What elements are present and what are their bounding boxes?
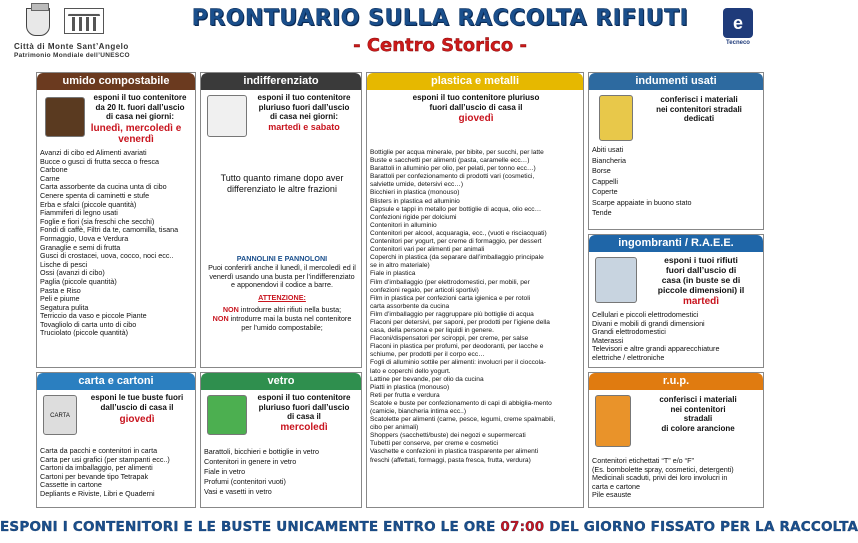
pannolini-title: PANNOLINI E PANNOLONI bbox=[236, 254, 328, 263]
list-item: Televisori e altre grandi apparecchiature bbox=[592, 344, 720, 354]
list-item: Carta per usi grafici (per stampanti ecc..) bbox=[40, 454, 170, 464]
list-item: Capsule e tappi in metallo per bottiglie di acqua, olio ecc… bbox=[370, 205, 542, 213]
list-item: Fiale in vetro bbox=[204, 467, 246, 476]
list-item: Cassette in cartone bbox=[40, 480, 102, 490]
paper-bag-icon: CARTA bbox=[43, 395, 77, 435]
plastica-title: plastica e metalli bbox=[367, 73, 583, 90]
list-item: Barattoli in alluminio per olio, per pelati, per tonno ecc…) bbox=[370, 165, 536, 173]
list-item: freschi (affettati, formaggi, pasta fresca, frutta, verdura) bbox=[370, 456, 531, 464]
carta-title: carta e cartoni bbox=[37, 373, 195, 390]
list-item: Film d’imballaggio (per elettrodomestici, per mobili, per bbox=[370, 278, 530, 286]
list-item: Gusci di crostacei, uova, cocco, noci ecc.. bbox=[40, 251, 174, 261]
list-item: (camicie, biancheria intima ecc..) bbox=[370, 408, 467, 415]
list-item: se in altro materiale) bbox=[370, 262, 430, 270]
indiff-title: indifferenziato bbox=[201, 73, 361, 90]
list-item: Carta assorbente da cucina unta di cibo bbox=[40, 182, 167, 192]
list-item: Contenitori vari per alimenti per animali bbox=[370, 246, 485, 254]
list-item: Vaschette e confezioni in plastica trasparente per alimenti bbox=[370, 448, 539, 456]
page-title: PRONTUARIO SULLA RACCOLTA RIFIUTI bbox=[191, 6, 689, 31]
rup-title: r.u.p. bbox=[589, 373, 763, 390]
indumenti-instructions: conferisci i materiali nei contenitori stradali dedicati bbox=[656, 95, 742, 123]
list-item: salviette umide, detersivi ecc…) bbox=[370, 181, 464, 189]
list-item: Carta da pacchi e contenitori in carta bbox=[40, 446, 158, 455]
section-umido bbox=[36, 72, 196, 368]
orange-container-icon bbox=[595, 395, 631, 447]
list-item: Medicinali scaduti, privi dei loro involucri in bbox=[592, 473, 728, 483]
list-item: Depliants e Riviste, Libri e Quaderni bbox=[40, 488, 155, 498]
list-item: Grandi elettrodomestici bbox=[592, 327, 666, 337]
list-item: Contenitori etichettati “T” e/o “F” bbox=[592, 456, 694, 465]
list-item: elettriche / elettroniche bbox=[592, 352, 665, 362]
list-item: Profumi (contenitori vuoti) bbox=[204, 477, 286, 486]
list-item: Avanzi di cibo ed Alimenti avariati bbox=[40, 148, 147, 157]
list-item: Coperte bbox=[592, 187, 618, 196]
vetro-list bbox=[204, 447, 360, 497]
plastica-list bbox=[370, 149, 582, 465]
list-item: Flaconi in plastica per profumi, per deodoranti, per lacche e bbox=[370, 343, 544, 351]
list-item: Fiammiferi di legno usati bbox=[40, 208, 118, 218]
umido-list bbox=[40, 149, 195, 338]
pannolini-box: PANNOLINI E PANNOLONI Puoi conferirli anche il lunedì, il mercoledì ed il venerdì usando una busta per l’indifferenziato e apponendovi il codice a barre. ATTENZIONE: NON introdurre altri rifiuti nella busta; NON introdurre mai la busta nel contenitore per l’umido compostabile; bbox=[208, 254, 356, 332]
unesco-heritage: Patrimonio Mondiale dell’UNESCO bbox=[14, 52, 130, 59]
list-item: Formaggio, Uova e Verdura bbox=[40, 233, 129, 243]
raee-title: ingombranti / R.A.E.E. bbox=[589, 235, 763, 252]
list-item: Barattoli, bicchieri e bottiglie in vetro bbox=[204, 447, 320, 456]
list-item: Cellulari e piccoli elettrodomestici bbox=[592, 310, 699, 319]
raee-instructions: esponi i tuoi rifiuti fuori dall’uscio di casa (in buste se di piccole dimensioni) il bbox=[657, 255, 745, 295]
tecneco-logo bbox=[714, 8, 762, 64]
section-carta bbox=[36, 372, 196, 508]
appliances-icon bbox=[595, 257, 637, 303]
indumenti-title: indumenti usati bbox=[589, 73, 763, 90]
list-item: Scarpe appaiate in buono stato bbox=[592, 197, 692, 207]
list-item: Contenitori in genere in vetro bbox=[204, 457, 297, 466]
list-item: Bucce o gusci di frutta secca o fresca bbox=[40, 156, 160, 166]
carta-list bbox=[40, 447, 195, 499]
list-item: lato e coperchi dello yogurt. bbox=[370, 367, 451, 375]
list-item: Tovagliolo di carta unto di cibo bbox=[40, 319, 137, 329]
list-item: Lattine per bevande, per olio da cucina bbox=[370, 375, 484, 383]
list-item: Carne bbox=[40, 173, 60, 183]
list-item: Divani e mobili di grandi dimensioni bbox=[592, 318, 705, 328]
logos bbox=[14, 6, 134, 66]
section-rup bbox=[588, 372, 764, 508]
vetro-instructions: esponi il tuo contenitore pluriuso fuori dall’uscio di casa il bbox=[257, 393, 351, 421]
indumenti-list bbox=[592, 145, 762, 219]
list-item: Paglia (piccole quantità) bbox=[40, 276, 117, 286]
indiff-days: martedì e sabato bbox=[268, 122, 340, 132]
list-item: Bicchieri in plastica (monouso) bbox=[370, 189, 460, 197]
list-item: Flaconi/dispensatori per sciroppi, per creme, per salse bbox=[370, 335, 529, 343]
footer-note: ESPONI I CONTENITORI E LE BUSTE UNICAMENTE ENTRO LE ORE 07:00 DEL GIORNO FISSATO PER LA RACCOLTA bbox=[0, 519, 858, 535]
list-item: Ossi (avanzi di cibo) bbox=[40, 268, 105, 278]
list-item: carta e cartone bbox=[592, 481, 640, 491]
raee-days: martedì bbox=[682, 296, 720, 307]
indiff-note: Tutto quanto rimane dopo aver differenziato le altre frazioni bbox=[220, 173, 344, 194]
attention-label: ATTENZIONE: bbox=[258, 293, 306, 303]
list-item: Cartoni da imballaggio, per alimenti bbox=[40, 463, 153, 473]
brand-name: Tecneco bbox=[726, 40, 750, 46]
city-crest-icon bbox=[26, 8, 50, 36]
vetro-days: mercoledì bbox=[280, 422, 328, 433]
list-item: Pile esauste bbox=[592, 490, 632, 500]
list-item: Contenitori in alluminio bbox=[370, 221, 437, 229]
list-item: Fondi di caffè, Filtri da te, camomilla, tisana bbox=[40, 225, 179, 235]
section-vetro bbox=[200, 372, 362, 508]
list-item: Peli e piume bbox=[40, 294, 80, 304]
list-item: Vasi e vasetti in vetro bbox=[204, 487, 272, 496]
city-name: Città di Monte Sant’Angelo bbox=[14, 42, 129, 51]
umido-title: umido compostabile bbox=[37, 73, 195, 90]
list-item: Fogli di alluminio sottile per alimenti: involucri per il cioccola- bbox=[370, 359, 546, 367]
list-item: Film in plastica per confezioni carta igienica e per rotoli bbox=[370, 294, 531, 302]
list-item: Flaconi per detersivi, per saponi, per prodotti per l’igiene della bbox=[370, 318, 550, 326]
list-item: Coperchi in plastica (da separare dall’imballaggio principale bbox=[370, 254, 544, 262]
green-bin-icon bbox=[207, 395, 247, 435]
list-item: Pasta e Riso bbox=[40, 285, 81, 295]
section-raee bbox=[588, 234, 764, 368]
list-item: Reti per frutta e verdura bbox=[370, 391, 440, 399]
tecneco-mark-icon: e bbox=[723, 8, 753, 38]
umido-instructions: esponi il tuo contenitore da 20 lt. fuori dall’uscio di casa nei giorni: bbox=[93, 93, 187, 121]
list-item: Tende bbox=[592, 208, 612, 217]
unesco-logo-icon bbox=[64, 8, 104, 34]
carta-days: giovedì bbox=[119, 414, 155, 425]
rup-list bbox=[592, 457, 762, 500]
list-item: Truciolato (piccole quantità) bbox=[40, 328, 129, 338]
list-item: cibo per animali) bbox=[370, 424, 419, 432]
section-indiff bbox=[200, 72, 362, 368]
plastica-days: giovedì bbox=[458, 113, 494, 124]
list-item: casa, della persona e per liquidi in genere. bbox=[370, 327, 494, 335]
section-plastica bbox=[366, 72, 584, 508]
list-item: Buste e sacchetti per alimenti (pasta, caramelle ecc…) bbox=[370, 157, 530, 165]
list-item: Materassi bbox=[592, 335, 624, 345]
list-item: Confezioni rigide per dolciumi bbox=[370, 213, 457, 221]
list-item: Foglie e fiori (sia freschi che secchi) bbox=[40, 216, 155, 226]
list-item: Cappelli bbox=[592, 176, 618, 186]
list-item: Cenere spenta di caminetti e stufe bbox=[40, 190, 150, 200]
header bbox=[0, 0, 768, 68]
list-item: Bottiglie per acqua minerale, per bibite, per succhi, per latte bbox=[370, 149, 544, 156]
list-item: Blisters in plastica ed alluminio bbox=[370, 197, 460, 205]
raee-list bbox=[592, 311, 762, 363]
list-item: Carbone bbox=[40, 165, 68, 175]
clothes-container-icon bbox=[599, 95, 633, 141]
list-item: Borse bbox=[592, 166, 611, 175]
pannolini-text: Puoi conferirli anche il lunedì, il mercoledì ed il venerdì usando una busta per l’indifferenziato e apponendovi il codice a barre. bbox=[208, 262, 356, 290]
list-item: Film d’imballaggio per raggruppare più bottiglie di acqua bbox=[370, 310, 534, 318]
list-item: carta assorbente da cucina bbox=[370, 302, 450, 310]
list-item: schiume, per prodotti per il corpo ecc… bbox=[370, 351, 485, 359]
list-item: confezioni regalo, per articoli sportivi) bbox=[370, 286, 479, 294]
carta-instructions: esponi le tue buste fuori dall’uscio di casa il bbox=[90, 393, 184, 412]
vetro-title: vetro bbox=[201, 373, 361, 390]
list-item: Scatole e buste per confezionamento di capi di abbiglia-mento bbox=[370, 399, 552, 407]
list-item: Abiti usati bbox=[592, 145, 624, 154]
list-item: Scatolette per alimenti (carne, pesce, legumi, creme spalmabili, bbox=[370, 416, 556, 424]
list-item: Barattoli per confezionamento di prodotti vari (cosmetici, bbox=[370, 173, 535, 181]
grey-bin-icon bbox=[207, 95, 247, 137]
rup-instructions: conferisci i materiali nei contenitori stradali di colore arancione bbox=[659, 395, 737, 433]
page-subtitle: - Centro Storico - bbox=[353, 35, 527, 56]
list-item: (Es. bombolette spray, cosmetici, detergenti) bbox=[592, 464, 734, 474]
list-item: Erba e sfalci (piccole quantità) bbox=[40, 199, 137, 209]
section-indumenti bbox=[588, 72, 764, 230]
list-item: Contenitori per yogurt, per creme di formaggio, per dessert bbox=[370, 238, 542, 246]
list-item: Terriccio da vaso e piccole Piante bbox=[40, 311, 147, 321]
list-item: Shoppers (sacchetti/buste) dei negozi e supermercati bbox=[370, 432, 526, 440]
list-item: Granaglie e semi di frutta bbox=[40, 242, 121, 252]
list-item: Biancheria bbox=[592, 155, 626, 165]
list-item: Contenitori per alcool, acquaragia, ecc., (vuoti e risciacquati) bbox=[370, 229, 547, 237]
list-item: Piatti in plastica (monouso) bbox=[370, 383, 450, 391]
list-item: Segatura pulita bbox=[40, 302, 89, 312]
plastica-instructions: esponi il tuo contenitore pluriuso fuori dall’uscio di casa il bbox=[412, 93, 540, 112]
umido-days: lunedì, mercoledì e venerdì bbox=[90, 123, 182, 145]
list-item: Cartoni per bevande tipo Tetrapak bbox=[40, 471, 149, 481]
list-item: Lische di pesci bbox=[40, 259, 88, 269]
list-item: Tubetti per conserve, per creme e cosmetici bbox=[370, 440, 499, 448]
indiff-instructions: esponi il tuo contenitore pluriuso fuori dall’uscio di casa nei giorni: bbox=[257, 93, 351, 121]
list-item: Fiale in plastica bbox=[370, 270, 416, 278]
